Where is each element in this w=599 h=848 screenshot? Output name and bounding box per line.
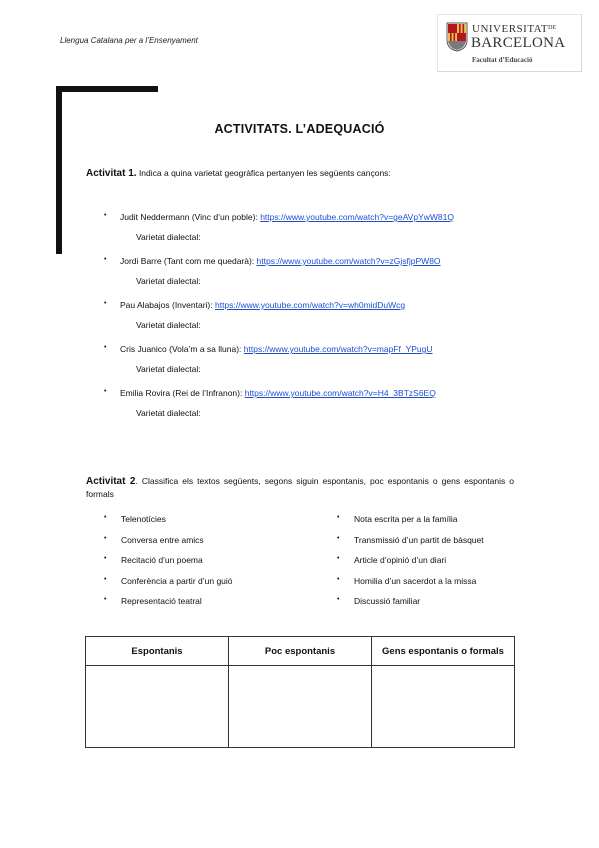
variety-label: Varietat dialectal: xyxy=(136,320,201,330)
song-title: Cris Juanico (Vola’m a sa lluna): xyxy=(120,344,244,354)
university-logo xyxy=(437,14,582,72)
list-item xyxy=(337,576,484,597)
song-link[interactable]: https://www.youtube.com/watch?v=zGjsfjpPW8O xyxy=(256,256,441,266)
decorative-bar-horizontal xyxy=(56,86,158,92)
song-link[interactable]: https://www.youtube.com/watch?v=H4_3BTzS6EQ xyxy=(244,388,436,398)
list-item xyxy=(104,596,233,617)
list-item xyxy=(337,535,484,556)
activity-1-label: Activitat 1. xyxy=(86,168,137,179)
answer-cell-gens-espontanis[interactable] xyxy=(372,666,515,748)
bullet: • xyxy=(104,388,107,395)
list-item xyxy=(104,555,233,576)
bullet: • xyxy=(337,514,340,521)
song-title: Judit Neddermann (Vinc d’un poble): xyxy=(120,212,261,222)
bullet: • xyxy=(104,534,107,542)
bullet: • xyxy=(104,596,107,604)
list-item xyxy=(104,535,233,556)
university-shield-icon xyxy=(446,22,468,52)
bullet: • xyxy=(104,300,107,307)
answer-cell-espontanis[interactable] xyxy=(86,666,229,748)
decorative-bar-vertical xyxy=(56,86,62,254)
text-type-list-left xyxy=(104,514,233,617)
variety-label: Varietat dialectal: xyxy=(136,408,201,418)
variety-label: Varietat dialectal: xyxy=(136,232,201,242)
list-item xyxy=(337,555,484,576)
answer-cell-poc-espontanis[interactable] xyxy=(229,666,372,748)
text-type: Homilia d’un sacerdot a la missa xyxy=(354,575,477,586)
text-type: Discussió familiar xyxy=(354,596,421,607)
bullet: • xyxy=(104,212,107,219)
song-link[interactable]: https://www.youtube.com/watch?v=wh0midDuWcg xyxy=(214,300,406,310)
page-title: ACTIVITATS. L’ADEQUACIÓ xyxy=(214,122,385,136)
activity-2-label: Activitat 2 xyxy=(86,476,136,487)
song-title: Emilia Rovira (Rei de l’Infranon): xyxy=(120,388,245,398)
list-item xyxy=(337,514,484,535)
song-title: Jordi Barre (Tant com me quedarà): xyxy=(120,256,257,266)
header-poc-espontanis: Poc espontanis xyxy=(229,637,372,666)
bullet: • xyxy=(337,596,340,604)
header-gens-espontanis: Gens espontanis o formals xyxy=(372,637,515,666)
text-type-list-right xyxy=(337,514,484,617)
list-item xyxy=(337,596,484,617)
logo-de: DE xyxy=(548,25,557,31)
logo-city: BARCELONA xyxy=(471,35,566,51)
list-item xyxy=(104,300,544,330)
list-item xyxy=(104,256,544,286)
table-row xyxy=(86,666,515,748)
logo-universitat: UNIVERSITAT xyxy=(472,23,549,35)
classification-table xyxy=(85,636,515,748)
bullet: • xyxy=(104,575,107,583)
bullet: • xyxy=(104,256,107,263)
activity-2-text: . Classifica els textos següents, segons siguin espontanis, poc espontanis o gens espontanis o formals xyxy=(86,476,514,499)
list-item xyxy=(104,388,544,418)
bullet: • xyxy=(104,514,107,521)
text-type: Recitació d’un poema xyxy=(121,555,203,566)
text-type: Nota escrita per a la família xyxy=(354,514,458,524)
header-espontanis: Espontanis xyxy=(86,637,229,666)
course-header: Llengua Catalana per a l’Ensenyament xyxy=(60,36,198,45)
list-item xyxy=(104,344,544,374)
list-item xyxy=(104,212,544,242)
variety-label: Varietat dialectal: xyxy=(136,364,201,374)
text-type: Conferència a partir d’un guió xyxy=(121,575,233,586)
text-type: Representació teatral xyxy=(121,596,202,607)
bullet: • xyxy=(337,534,340,542)
text-type: Article d’opinió d’un diari xyxy=(354,555,447,566)
bullet: • xyxy=(104,555,107,563)
text-type: Conversa entre amics xyxy=(121,534,204,545)
table-header-row xyxy=(86,637,515,666)
bullet: • xyxy=(337,575,340,583)
song-list xyxy=(104,212,544,418)
list-item xyxy=(104,576,233,597)
song-title: Pau Alabajos (Inventari): xyxy=(120,300,215,310)
list-item xyxy=(104,514,233,535)
text-type: Transmissió d’un partit de bàsquet xyxy=(354,534,484,545)
song-link[interactable]: https://www.youtube.com/watch?v=mapFf_YPugU xyxy=(243,344,433,354)
bullet: • xyxy=(104,344,107,351)
activity-1-text: Indica a quina varietat geogràfica pertanyen les següents cançons: xyxy=(136,168,391,178)
activity-1-instruction xyxy=(86,167,516,180)
activity-2-instruction xyxy=(86,475,514,501)
variety-label: Varietat dialectal: xyxy=(136,276,201,286)
text-type: Telenotícies xyxy=(121,514,166,524)
bullet: • xyxy=(337,555,340,563)
logo-faculty: Facultat d’Educació xyxy=(472,56,533,64)
song-link[interactable]: https://www.youtube.com/watch?v=geAVpYwW81Q xyxy=(260,212,454,222)
